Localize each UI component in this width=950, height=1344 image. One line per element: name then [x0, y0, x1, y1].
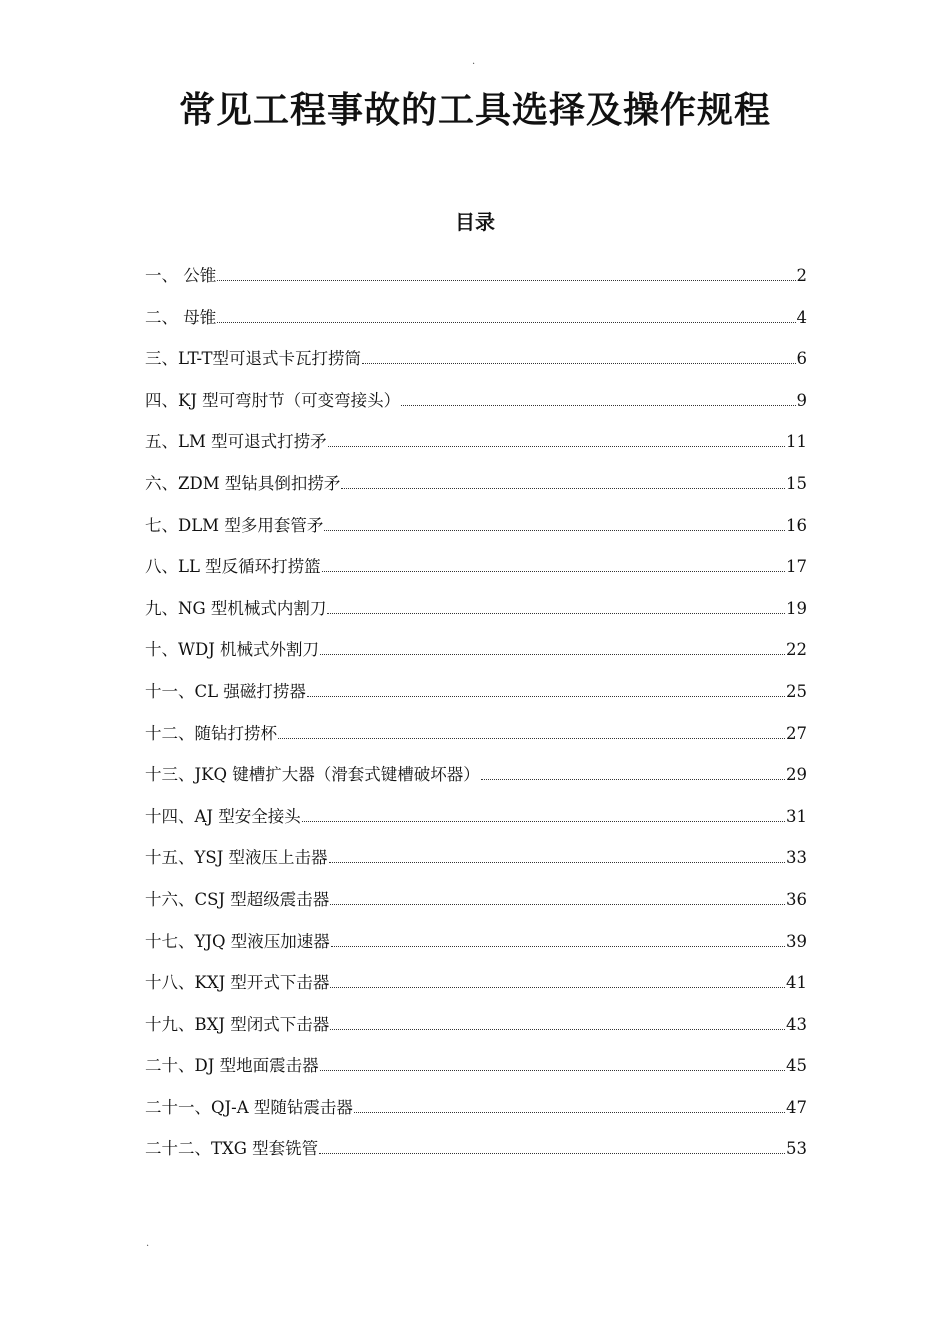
- toc-page-number: 43: [786, 1014, 807, 1034]
- toc-page-number: 41: [786, 973, 807, 993]
- toc-entry[interactable]: [145, 803, 807, 845]
- toc-dot-leader: [330, 972, 785, 988]
- toc-page-number: 53: [786, 1139, 807, 1159]
- toc-page-number: 33: [786, 848, 807, 868]
- toc-entry[interactable]: [145, 969, 807, 1011]
- toc-entry[interactable]: [145, 428, 807, 470]
- toc-heading: 目录: [455, 210, 495, 234]
- toc-entry-title: 十二、随钻打捞杯: [145, 723, 277, 743]
- toc-page-number: 6: [796, 349, 807, 369]
- toc-dot-leader: [278, 723, 785, 739]
- toc-entry[interactable]: [145, 262, 807, 304]
- toc-entry-title: 五、LM 型可退式打捞矛: [145, 432, 327, 452]
- toc-dot-leader: [320, 640, 785, 656]
- toc-dot-leader: [320, 1055, 785, 1071]
- toc-entry-title: 二、 母锥: [145, 307, 217, 327]
- toc-entry-title: 十七、YJQ 型液压加速器: [145, 931, 330, 951]
- toc-dot-leader: [330, 889, 785, 905]
- toc-entry[interactable]: [145, 387, 807, 429]
- toc-dot-leader: [324, 515, 785, 531]
- toc-entry[interactable]: [145, 720, 807, 762]
- toc-entry-title: 十八、KXJ 型开式下击器: [145, 973, 330, 993]
- toc-entry-title: 八、LL 型反循环打捞篮: [145, 557, 321, 577]
- toc-page-number: 4: [796, 307, 807, 327]
- toc-entry-title: 十三、JKQ 键槽扩大器（滑套式键槽破坏器）: [145, 765, 480, 785]
- toc-entry[interactable]: [145, 844, 807, 886]
- toc-entry[interactable]: [145, 1135, 807, 1177]
- toc-page-number: 16: [786, 515, 807, 535]
- toc-entry[interactable]: [145, 345, 807, 387]
- toc-entry[interactable]: [145, 1052, 807, 1094]
- toc-entry[interactable]: [145, 928, 807, 970]
- toc-page-number: 19: [786, 598, 807, 618]
- toc-entry[interactable]: [145, 512, 807, 554]
- table-of-contents: [145, 262, 807, 1177]
- toc-entry-title: 七、DLM 型多用套管矛: [145, 515, 324, 535]
- document-title: 常见工程事故的工具选择及操作规程: [178, 89, 771, 131]
- toc-entry-title: 九、NG 型机械式内割刀: [145, 598, 327, 618]
- toc-entry[interactable]: [145, 886, 807, 928]
- toc-dot-leader: [331, 931, 785, 947]
- toc-page-number: 11: [786, 432, 807, 452]
- toc-dot-leader: [328, 432, 785, 448]
- toc-entry[interactable]: [145, 304, 807, 346]
- toc-page-number: 39: [786, 931, 807, 951]
- toc-page-number: 27: [786, 723, 807, 743]
- toc-page-number: 17: [786, 557, 807, 577]
- toc-entry[interactable]: [145, 761, 807, 803]
- toc-dot-leader: [217, 307, 795, 323]
- toc-entry-title: 十、WDJ 机械式外割刀: [145, 640, 320, 660]
- toc-page-number: 45: [786, 1056, 807, 1076]
- toc-dot-leader: [330, 1014, 785, 1030]
- toc-page-number: 31: [786, 806, 807, 826]
- toc-page-number: 22: [786, 640, 807, 660]
- toc-dot-leader: [322, 556, 785, 572]
- toc-dot-leader: [329, 847, 785, 863]
- toc-page-number: 47: [786, 1097, 807, 1117]
- toc-entry-title: 十四、AJ 型安全接头: [145, 806, 301, 826]
- toc-entry-title: 十九、BXJ 型闭式下击器: [145, 1014, 330, 1034]
- toc-page-number: 9: [796, 390, 807, 410]
- toc-page-number: 15: [786, 473, 807, 493]
- toc-dot-leader: [302, 806, 785, 822]
- toc-entry[interactable]: [145, 636, 807, 678]
- toc-page-number: 29: [786, 765, 807, 785]
- page-mark-top: .: [472, 56, 476, 67]
- toc-entry[interactable]: [145, 553, 807, 595]
- toc-entry-title: 二十一、QJ-A 型随钻震击器: [145, 1097, 353, 1117]
- toc-entry[interactable]: [145, 470, 807, 512]
- toc-dot-leader: [307, 681, 785, 697]
- toc-entry-title: 十五、YSJ 型液压上击器: [145, 848, 328, 868]
- toc-dot-leader: [354, 1097, 785, 1113]
- toc-page-number: 2: [796, 266, 807, 285]
- toc-page-number: 25: [786, 681, 807, 701]
- toc-entry-title: 十一、CL 强磁打捞器: [145, 681, 306, 701]
- toc-entry-title: 二十二、TXG 型套铣管: [145, 1139, 319, 1159]
- toc-entry-title: 三、LT-T型可退式卡瓦打捞筒: [145, 349, 361, 369]
- toc-dot-leader: [481, 764, 785, 780]
- toc-entry-title: 一、 公锥: [145, 266, 217, 285]
- toc-entry[interactable]: [145, 1094, 807, 1136]
- toc-dot-leader: [217, 265, 795, 281]
- toc-entry-title: 二十、DJ 型地面震击器: [145, 1056, 319, 1076]
- page-mark-bottom: .: [146, 1238, 150, 1249]
- toc-entry[interactable]: [145, 678, 807, 720]
- toc-dot-leader: [401, 390, 795, 406]
- toc-dot-leader: [327, 598, 785, 614]
- toc-page-number: 36: [786, 889, 807, 909]
- toc-dot-leader: [362, 348, 796, 364]
- toc-entry-title: 六、ZDM 型钻具倒扣捞矛: [145, 473, 341, 493]
- toc-entry-title: 十六、CSJ 型超级震击器: [145, 889, 330, 909]
- toc-entry[interactable]: [145, 1011, 807, 1053]
- toc-dot-leader: [341, 473, 785, 489]
- toc-entry-title: 四、KJ 型可弯肘节（可变弯接头）: [145, 390, 401, 410]
- toc-entry[interactable]: [145, 595, 807, 637]
- toc-dot-leader: [319, 1139, 785, 1155]
